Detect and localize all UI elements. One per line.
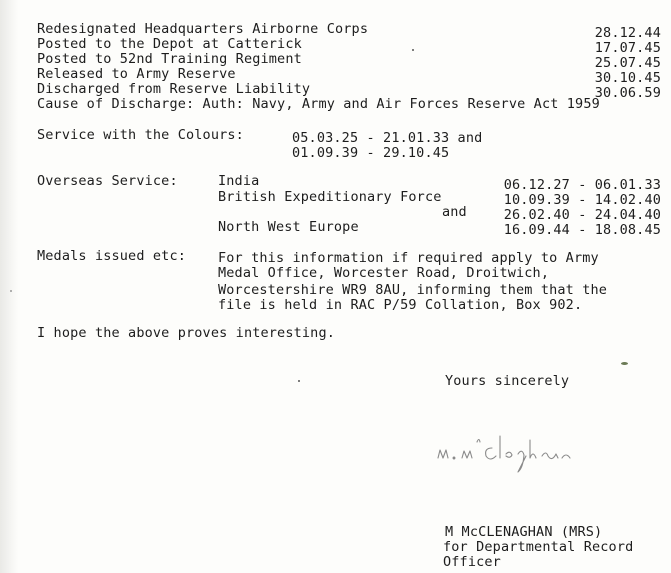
colours-period-1: 05.03.25 - 21.01.33 and	[292, 130, 483, 146]
handwritten-signature	[430, 418, 640, 480]
overseas-dates-1: 06.12.27 - 06.01.33	[503, 177, 661, 193]
signatory-name: M McCLENAGHAN (MRS)	[445, 524, 603, 540]
service-date-5: 30.06.59	[594, 85, 661, 101]
service-event-4: Released to Army Reserve	[37, 66, 236, 82]
service-event-3: Posted to 52nd Training Regiment	[37, 51, 302, 67]
overseas-place-3: and	[442, 204, 467, 220]
service-date-1: 28.12.44	[594, 25, 661, 41]
medals-line-2: Medal Office, Worcester Road, Droitwich,	[218, 265, 550, 281]
colours-label: Service with the Colours:	[37, 127, 244, 143]
valediction: Yours sincerely	[445, 373, 570, 389]
scan-speck	[10, 290, 12, 292]
service-date-3: 25.07.45	[594, 55, 661, 71]
overseas-label: Overseas Service:	[37, 173, 178, 189]
service-date-2: 17.07.45	[594, 40, 661, 56]
scan-speck	[298, 380, 300, 382]
scan-speck	[412, 49, 414, 51]
scan-speck	[621, 362, 628, 365]
overseas-dates-4: 16.09.44 - 18.08.45	[503, 222, 661, 238]
colours-period-2: 01.09.39 - 29.10.45	[292, 145, 450, 161]
overseas-place-2: British Expeditionary Force	[218, 189, 442, 205]
service-event-1: Redesignated Headquarters Airborne Corps	[37, 21, 369, 37]
medals-line-4: file is held in RAC P/59 Collation, Box 902.	[218, 297, 583, 313]
service-date-4: 30.10.45	[594, 70, 661, 86]
medals-line-3: Worcestershire WR9 8AU, informing them that the	[218, 282, 608, 298]
signatory-title-2: Officer	[443, 554, 501, 570]
scan-edge	[0, 0, 18, 573]
overseas-dates-2: 10.09.39 - 14.02.40	[503, 192, 661, 208]
overseas-place-4: North West Europe	[218, 219, 359, 235]
closing-remark: I hope the above proves interesting.	[37, 325, 335, 341]
service-event-2: Posted to the Depot at Catterick	[37, 36, 302, 52]
signatory-title-1: for Departmental Record	[443, 539, 634, 555]
overseas-place-1: India	[218, 173, 260, 189]
discharge-cause: Cause of Discharge: Auth: Navy, Army and Air Forces Reserve Act 1959	[37, 96, 600, 112]
overseas-dates-3: 26.02.40 - 24.04.40	[503, 207, 661, 223]
medals-line-1: For this information if required apply to Army	[218, 250, 599, 266]
service-event-5: Discharged from Reserve Liability	[37, 81, 311, 97]
medals-label: Medals issued etc:	[37, 248, 186, 264]
